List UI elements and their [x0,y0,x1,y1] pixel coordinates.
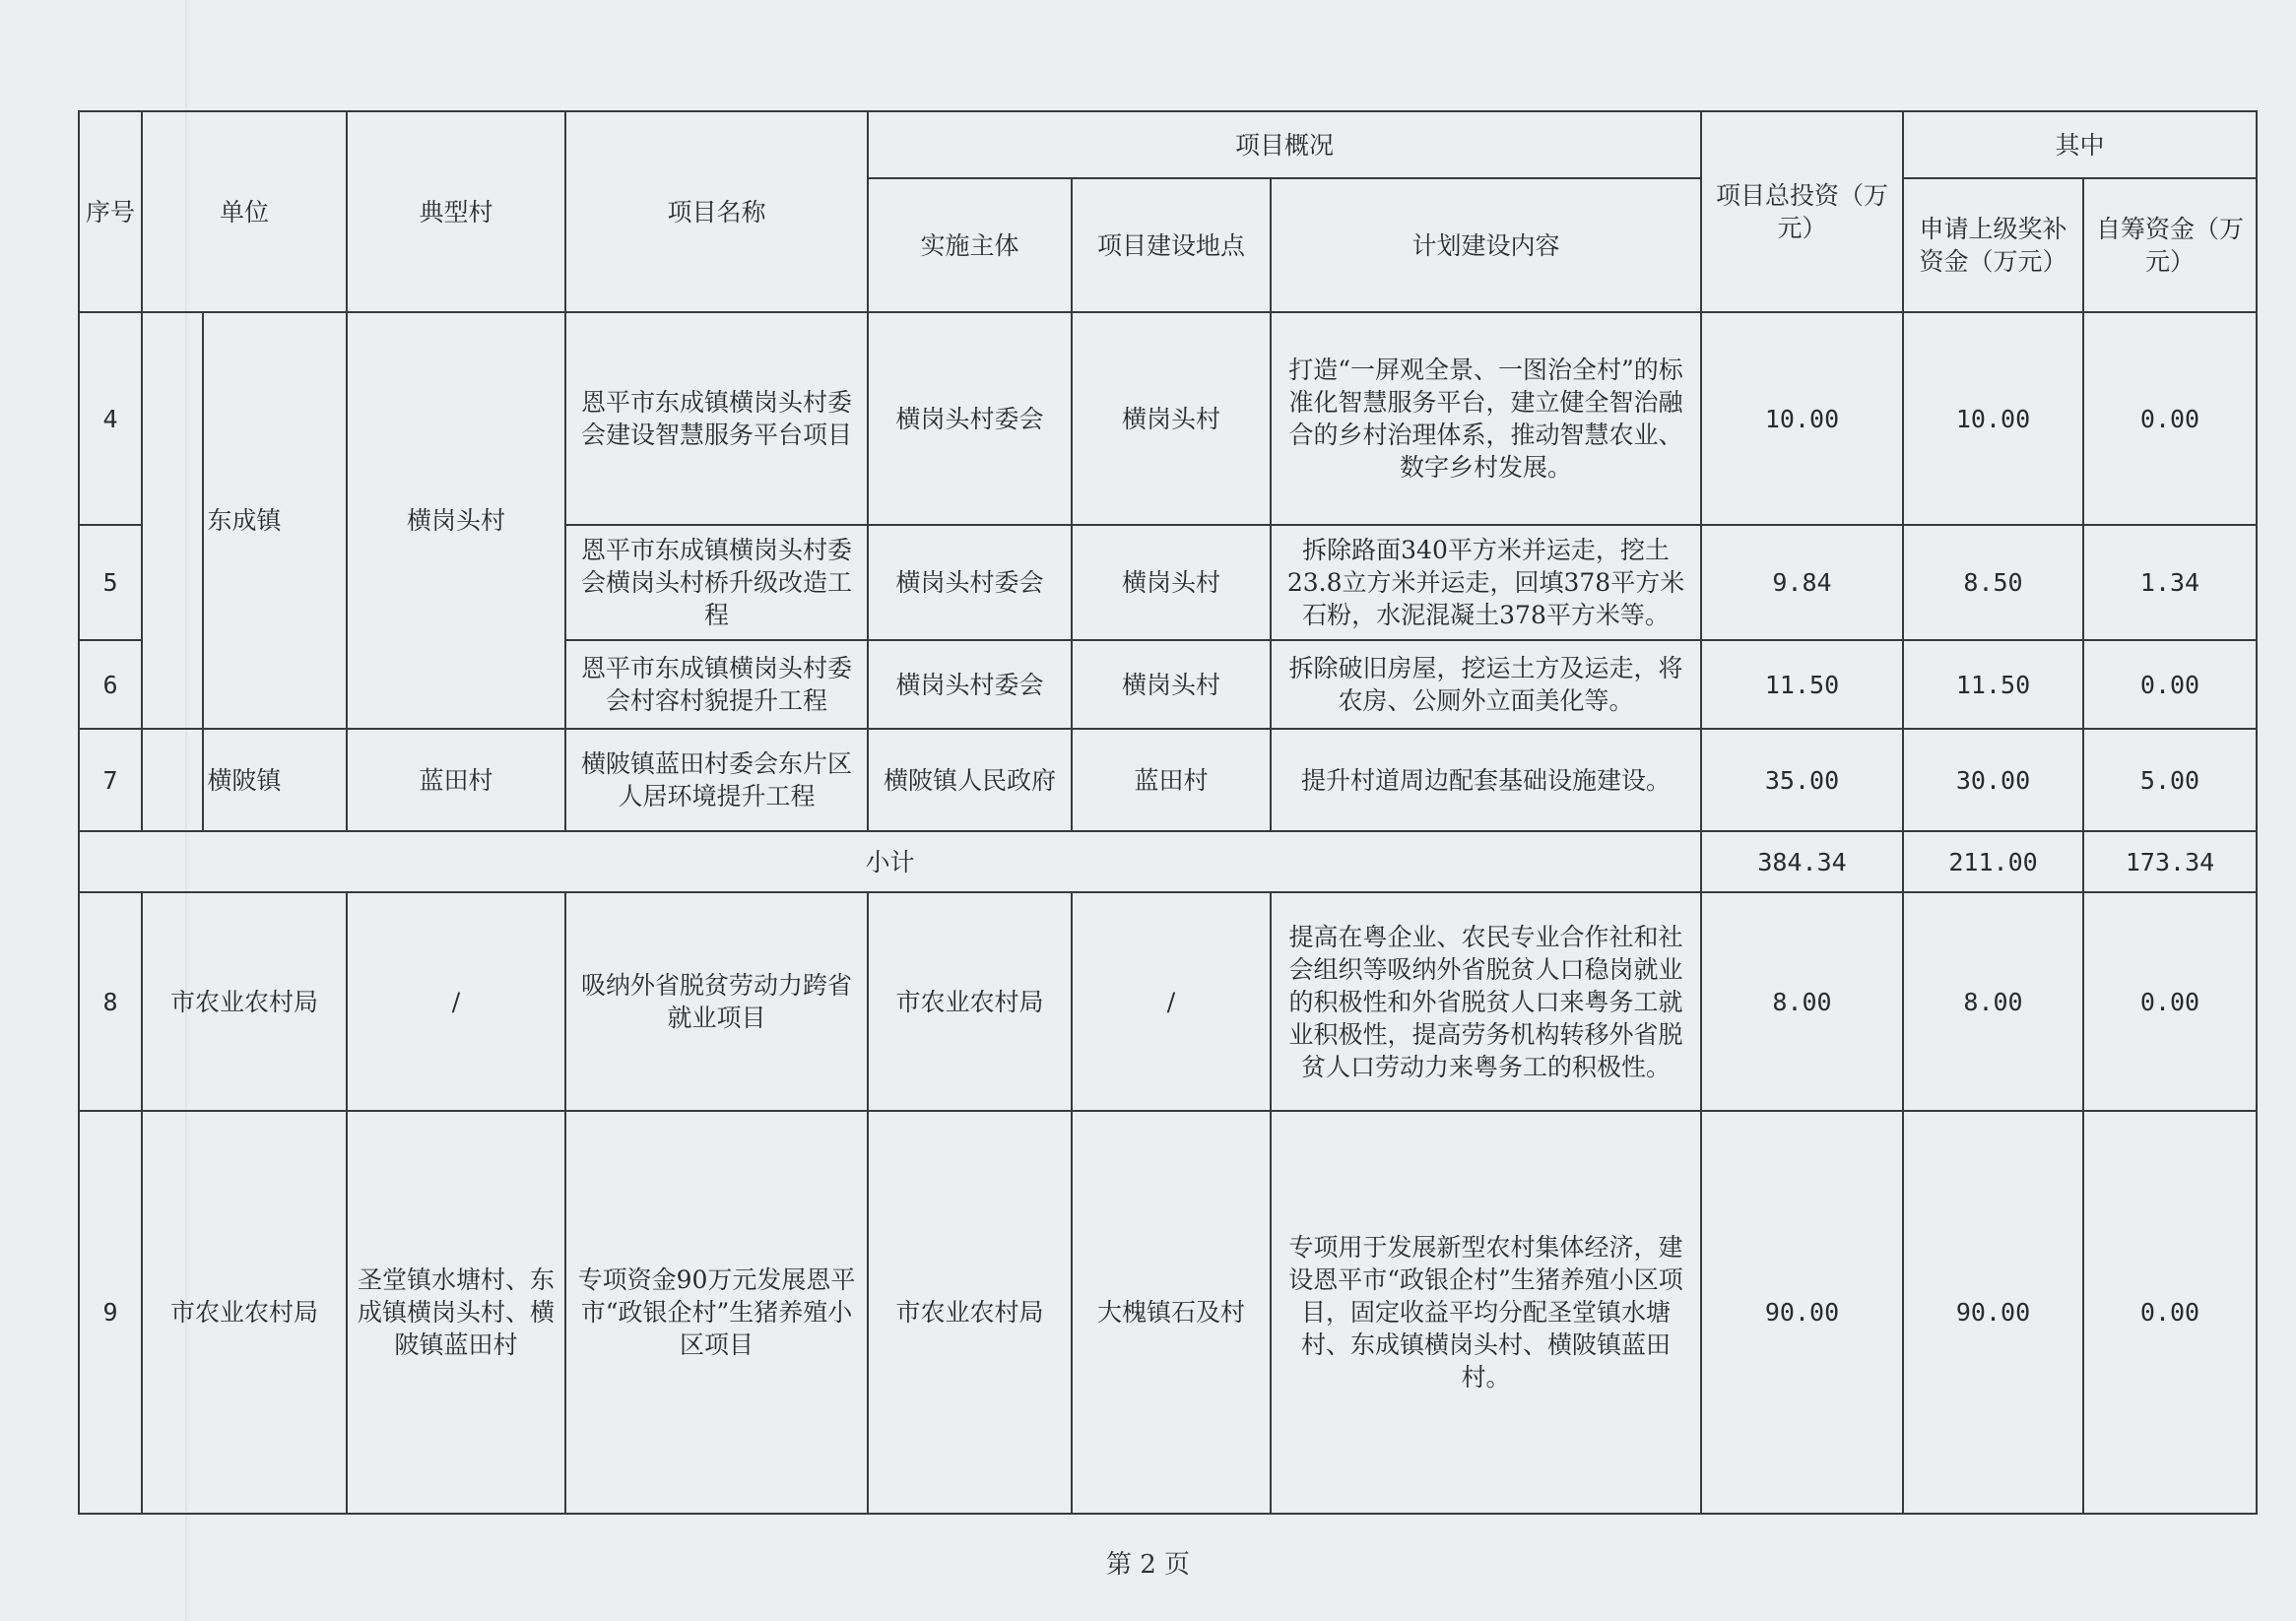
subtotal-subsidy: 211.00 [1903,831,2083,892]
row-content: 提高在粤企业、农民专业合作社和社会组织等吸纳外省脱贫人口稳岗就业的积极性和外省脱贫人口来粤务工就业积极性，提高劳务机构转移外省脱贫人口劳动力来粤务工的积极性。 [1271,892,1701,1111]
subtotal-self: 173.34 [2083,831,2257,892]
row-content: 拆除破旧房屋，挖运土方及运走，将农房、公厕外立面美化等。 [1271,640,1701,729]
row-seq: 7 [79,729,142,831]
header-seq: 序号 [79,111,142,312]
row-subsidy: 30.00 [1903,729,2083,831]
row-executor: 横岗头村委会 [868,525,1072,640]
row-project-name: 专项资金90万元发展恩平市“政银企村”生猪养殖小区项目 [565,1111,868,1514]
header-subsidy: 申请上级奖补资金（万元） [1903,178,2083,312]
row-location: 横岗头村 [1072,525,1271,640]
row-seq: 8 [79,892,142,1111]
row-unit-text: 横陂镇 [207,765,282,795]
row-location: 横岗头村 [1072,312,1271,525]
header-self: 自筹资金（万元） [2083,178,2257,312]
row-location: 大槐镇石及村 [1072,1111,1271,1514]
page-number: 第 2 页 [1105,1550,1191,1580]
row-unit: 市农业农村局 [142,892,347,1111]
row-content: 拆除路面340平方米并运走，挖土23.8立方米并运走，回填378平方米石粉，水泥混凝土378平方米等。 [1271,525,1701,640]
row-total: 35.00 [1701,729,1903,831]
header-content: 计划建设内容 [1271,178,1701,312]
row-project-name: 恩平市东成镇横岗头村委会横岗头村桥升级改造工程 [565,525,868,640]
row-self: 1.34 [2083,525,2257,640]
row-executor: 市农业农村局 [868,1111,1072,1514]
row-subsidy: 90.00 [1903,1111,2083,1514]
row-project-name: 吸纳外省脱贫劳动力跨省就业项目 [565,892,868,1111]
row-unit [142,729,347,831]
row-executor: 市农业农村局 [868,892,1072,1111]
header-total: 项目总投资（万元） [1701,111,1903,312]
project-table [78,110,2258,1515]
row-content: 专项用于发展新型农村集体经济，建设恩平市“政银企村”生猪养殖小区项目，固定收益平均分配圣堂镇水塘村、东成镇横岗头村、横陂镇蓝田村。 [1271,1111,1701,1514]
row-village: 横岗头村 [347,312,565,729]
row-self: 0.00 [2083,1111,2257,1514]
row-executor: 横岗头村委会 [868,640,1072,729]
row-total: 9.84 [1701,525,1903,640]
row-location: 蓝田村 [1072,729,1271,831]
subtotal-total: 384.34 [1701,831,1903,892]
row-seq: 5 [79,525,142,640]
header-project-name: 项目名称 [565,111,868,312]
header-among: 其中 [1903,111,2257,178]
header-location: 项目建设地点 [1072,178,1271,312]
row-self: 0.00 [2083,640,2257,729]
row-subsidy: 8.00 [1903,892,2083,1111]
row-village: 圣堂镇水塘村、东成镇横岗头村、横陂镇蓝田村 [347,1111,565,1514]
row-unit-text: 东成镇 [207,506,282,535]
subtotal-label: 小计 [79,831,1701,892]
row-village: 蓝田村 [347,729,565,831]
row-executor: 横岗头村委会 [868,312,1072,525]
subtotal-row [79,831,2257,892]
row-total: 10.00 [1701,312,1903,525]
row-content: 打造“一屏观全景、一图治全村”的标准化智慧服务平台，建立健全智治融合的乡村治理体系，推动智慧农业、数字乡村发展。 [1271,312,1701,525]
row-total: 8.00 [1701,892,1903,1111]
inner-divider [202,730,204,830]
row-unit [142,312,347,729]
header-executor: 实施主体 [868,178,1072,312]
row-project-name: 横陂镇蓝田村委会东片区人居环境提升工程 [565,729,868,831]
row-subsidy: 10.00 [1903,312,2083,525]
row-total: 90.00 [1701,1111,1903,1514]
table-row [79,1111,2257,1514]
row-content: 提升村道周边配套基础设施建设。 [1271,729,1701,831]
inner-divider [202,313,204,728]
row-total: 11.50 [1701,640,1903,729]
row-seq: 4 [79,312,142,525]
row-unit: 市农业农村局 [142,1111,347,1514]
row-self: 0.00 [2083,892,2257,1111]
header-row-1 [79,111,2257,178]
table-row [79,892,2257,1111]
row-executor: 横陂镇人民政府 [868,729,1072,831]
row-self: 0.00 [2083,312,2257,525]
table-row [79,729,2257,831]
header-overview: 项目概况 [868,111,1701,178]
row-village: / [347,892,565,1111]
row-self: 5.00 [2083,729,2257,831]
row-seq: 6 [79,640,142,729]
row-subsidy: 8.50 [1903,525,2083,640]
table-row [79,312,2257,525]
row-project-name: 恩平市东成镇横岗头村委会村容村貌提升工程 [565,640,868,729]
row-subsidy: 11.50 [1903,640,2083,729]
row-location: 横岗头村 [1072,640,1271,729]
header-unit: 单位 [142,111,347,312]
row-project-name: 恩平市东成镇横岗头村委会建设智慧服务平台项目 [565,312,868,525]
row-location: / [1072,892,1271,1111]
header-village: 典型村 [347,111,565,312]
row-seq: 9 [79,1111,142,1514]
